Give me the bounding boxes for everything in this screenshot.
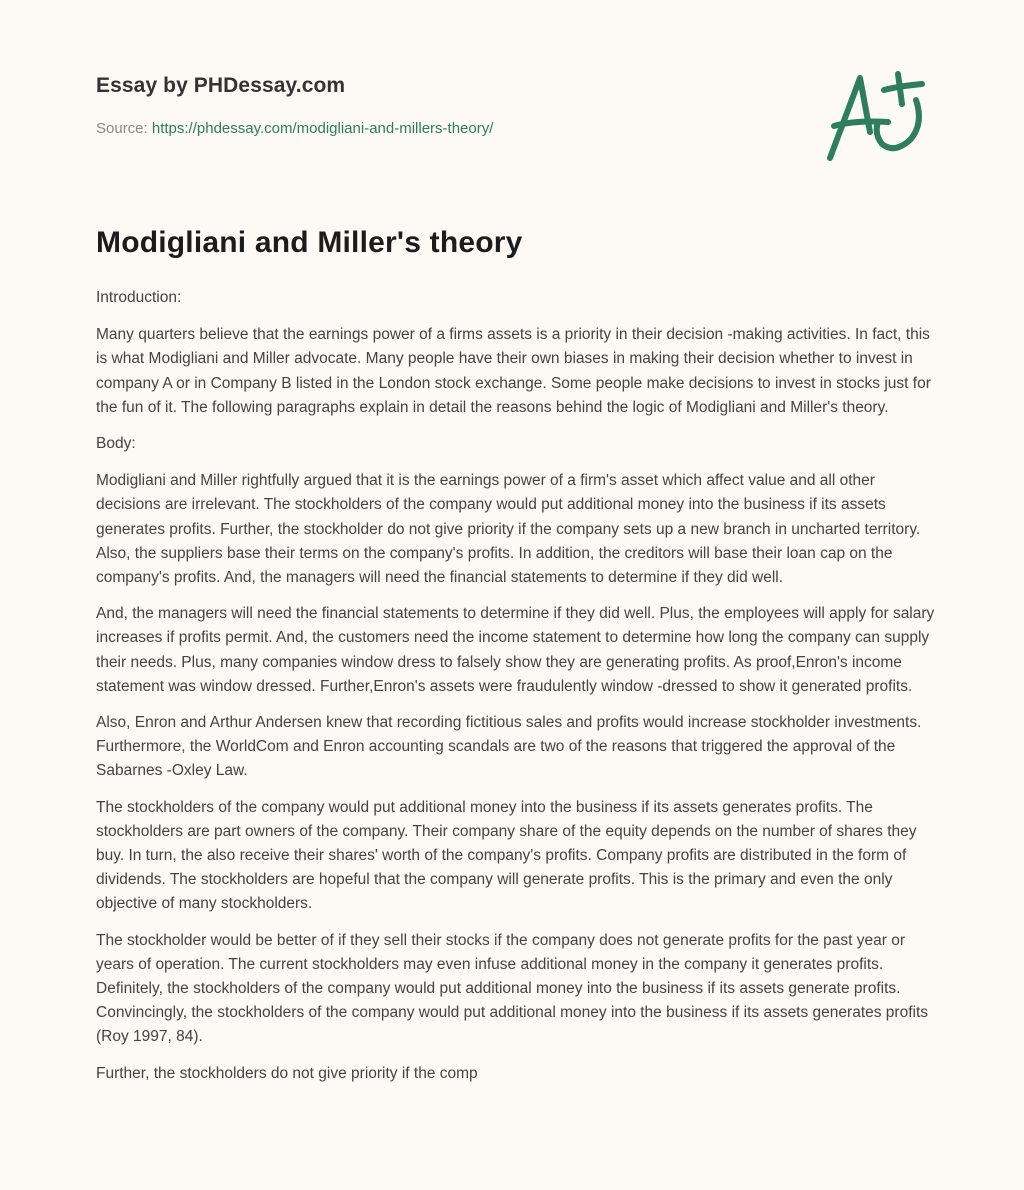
- page-header: [96, 74, 796, 137]
- source-link[interactable]: https://phdessay.com/modigliani-and-millers-theory/: [151, 120, 494, 137]
- paragraph-truncated: Further, the stockholders do not give priority if the comp: [96, 1064, 478, 1082]
- source-label: Source:: [96, 120, 148, 137]
- source-line: [96, 120, 796, 137]
- paragraph: Also, Enron and Arthur Andersen knew that recording fictitious sales and profits would increase stockholder investments. Furthermore, the WorldCom and Enron accounting scandals are two of the reasons that triggered the approval of the Sabarnes -Oxley Law.: [96, 714, 922, 780]
- section-label-body: Body:: [96, 435, 136, 453]
- essay-title: Modigliani and Miller's theory: [96, 226, 523, 259]
- paragraph: And, the managers will need the financial statements to determine if they did well. Plus, the employees will apply for salary increases if profits permit. And, the customers need the income statement to determine how long the company can supply their needs. Plus, many companies window dress to falsely show they are generating profits. As proof,Enron's income statement was window dressed. Further,Enron's assets were fraudulently window -dressed to show it generated profits.: [96, 605, 935, 695]
- paragraph: Many quarters believe that the earnings power of a firms assets is a priority in their decision -making activities. In fact, this is what Modigliani and Miller advocate. Many people have their own biases in making their decision whether to invest in company A or in Company B listed in the London stock exchange. Some people make decisions to invest in stocks just for the fun of it. The following paragraphs explain in detail the reasons behind the logic of Modigliani and Miller's theory.: [96, 326, 931, 416]
- site-brand: Essay by PHDessay.com: [96, 74, 346, 97]
- essay-body: [96, 286, 936, 1098]
- paragraph: The stockholders of the company would put additional money into the business if its assets generates profits. The stockholders are part owners of the company. Their company share of the equity depends on the number of shares they buy. In turn, the also receive their shares' worth of the company's profits. Company profits are distributed in the form of dividends. The stockholders are hopeful that the company will generate profits. This is the primary and even the only objective of many stockholders.: [96, 798, 917, 913]
- a-plus-grade-icon: [820, 64, 930, 169]
- section-label-introduction: Introduction:: [96, 289, 182, 306]
- paragraph: Modigliani and Miller rightfully argued that it is the earnings power of a firm's asset which affect value and all other decisions are irrelevant. The stockholders of the company would put additional money into the business if its assets generates profits. Further, the stockholder do not give priority if the company sets up a new branch in uncharted territory. Also, the suppliers base their terms on the company's profits. In addition, the creditors will base their loan cap on the company's profits. And, the managers will need the financial statements to determine if they did well.: [96, 472, 921, 587]
- paragraph: The stockholder would be better of if they sell their stocks if the company does not generate profits for the past year or years of operation. The current stockholders may even infuse additional money in the company it generates profits. Definitely, the stockholders of the company would put additional money into the business if its assets generate profits. Convincingly, the stockholders of the company would put additional money into the business if its assets generates profits (Roy 1997, 84).: [96, 931, 929, 1046]
